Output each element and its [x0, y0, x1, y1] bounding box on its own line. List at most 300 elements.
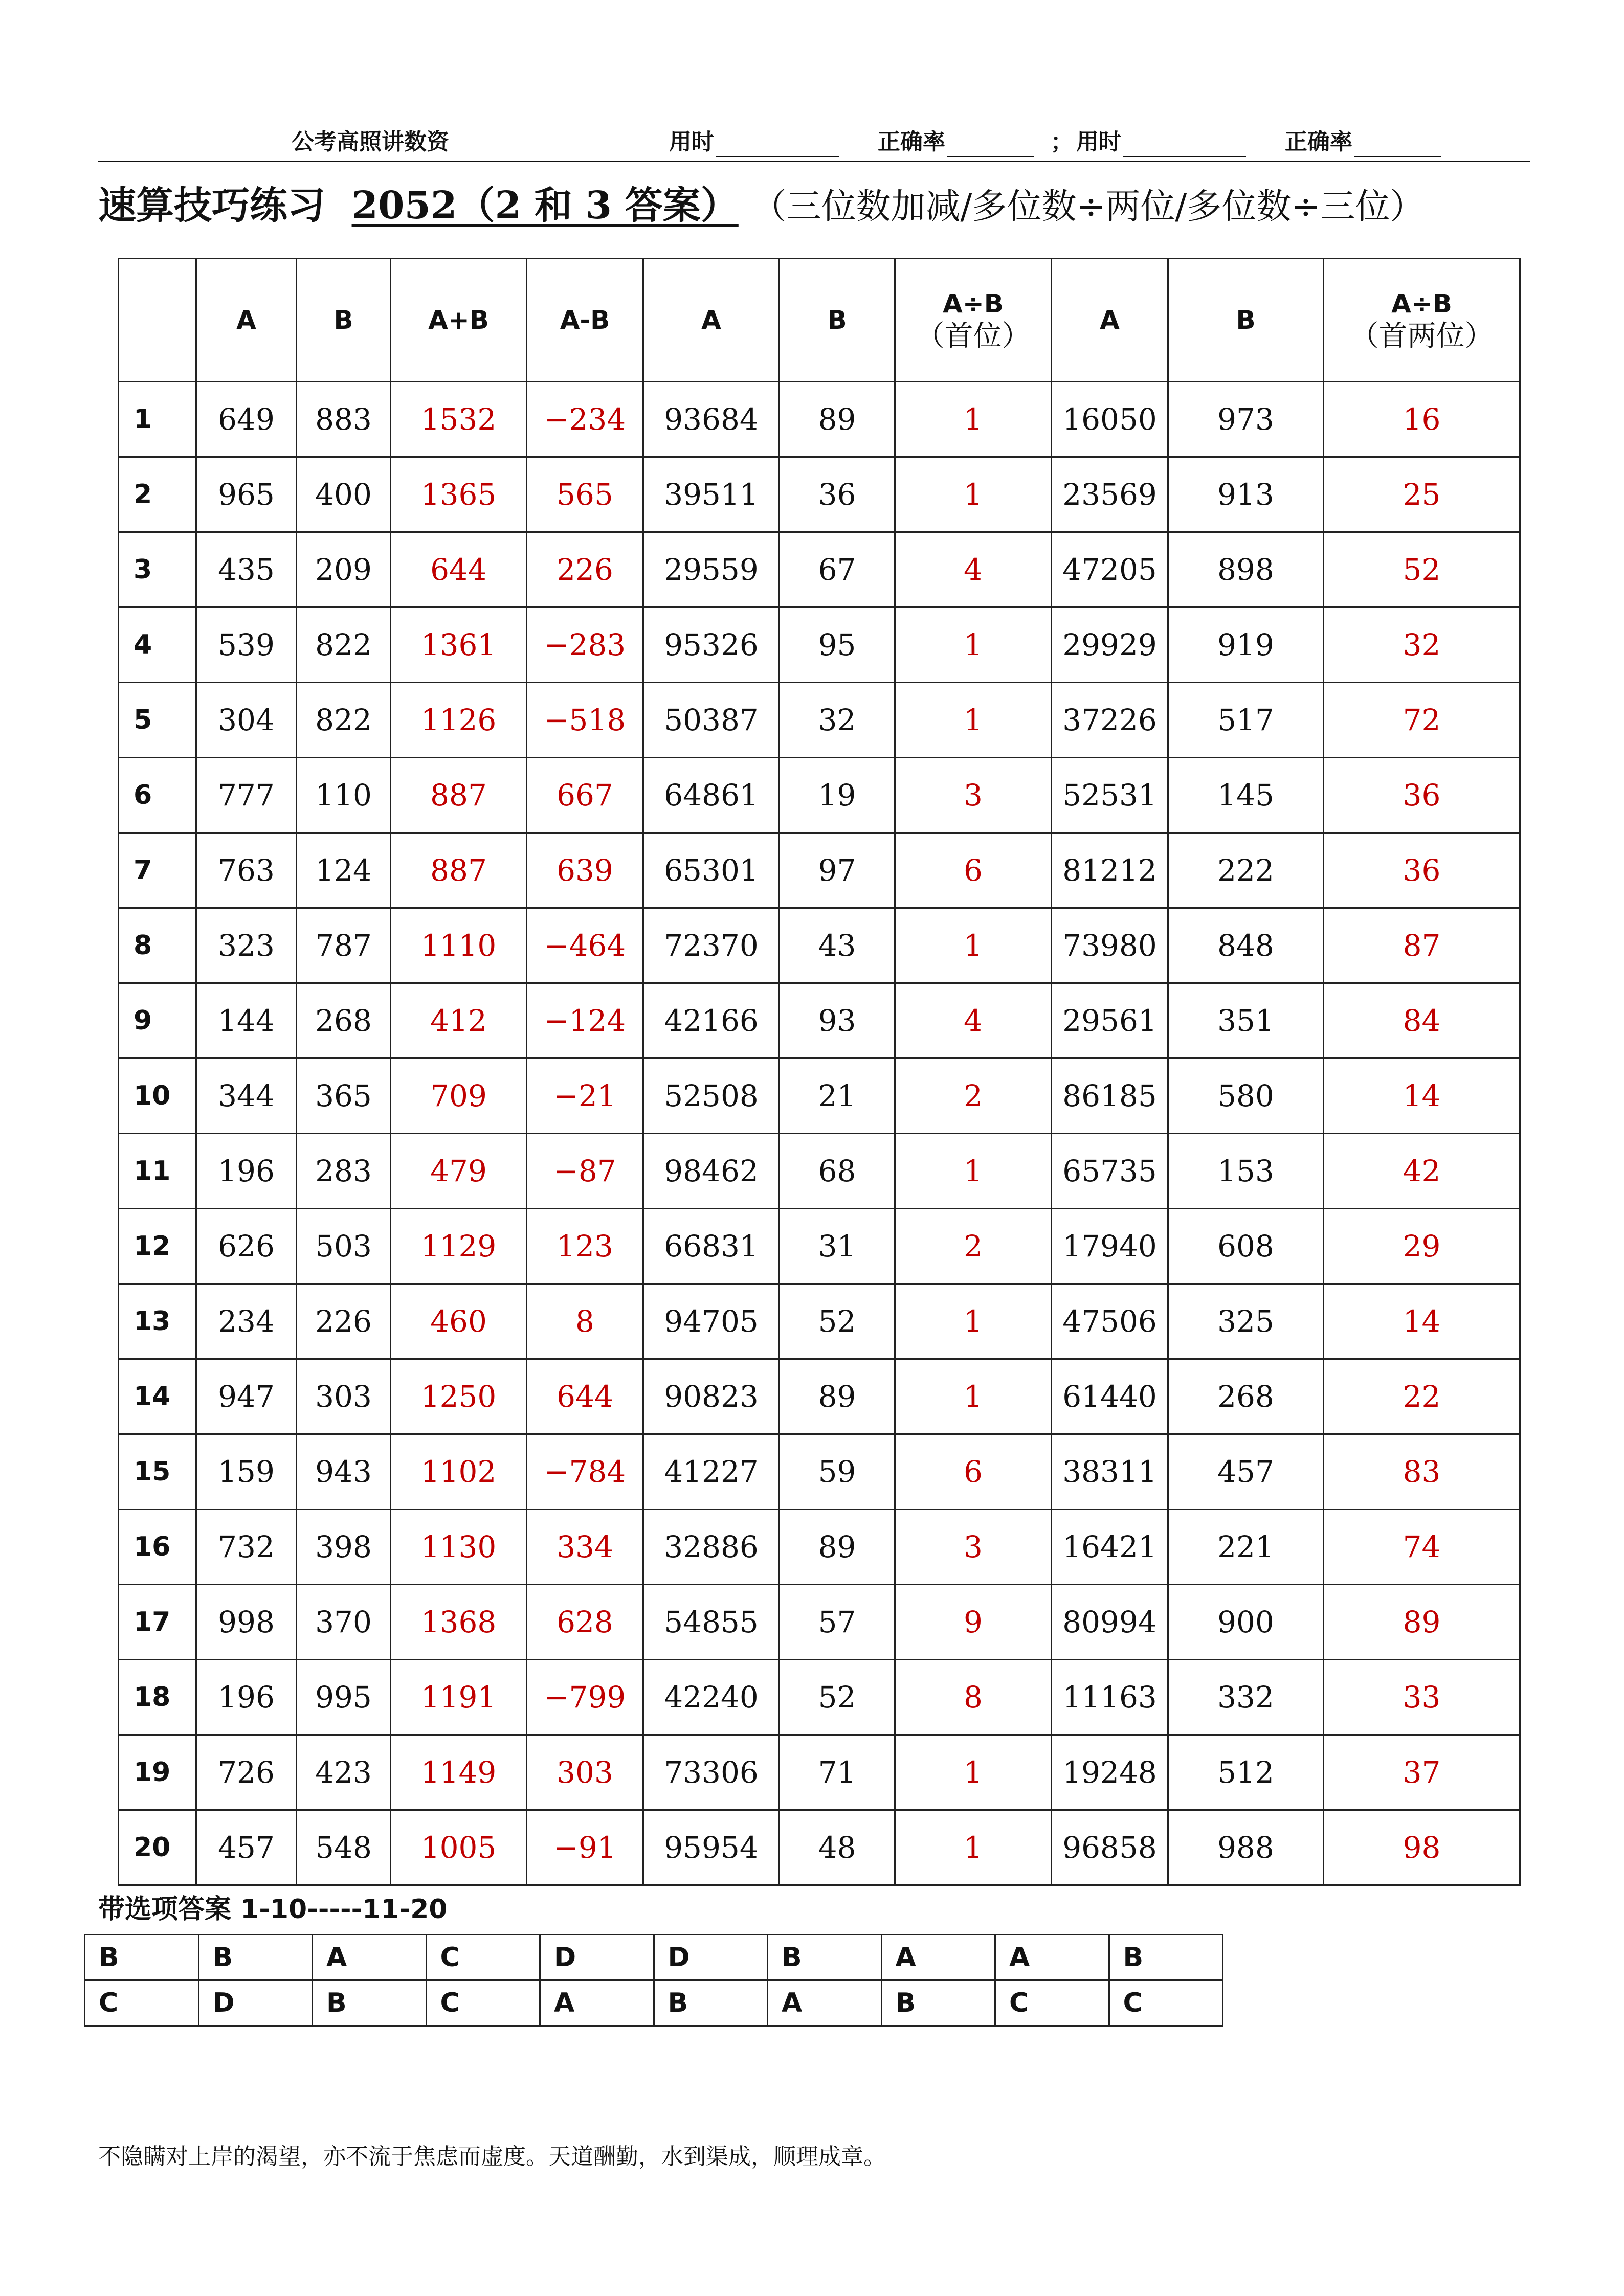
- table-row: [119, 607, 1520, 683]
- cell-b3: 512: [1168, 1735, 1324, 1810]
- cell-sum: 1368: [391, 1585, 527, 1660]
- cell-a1: 726: [196, 1735, 297, 1810]
- cell-b2: 31: [780, 1209, 895, 1284]
- cell-index: 12: [119, 1209, 196, 1284]
- cell-div2: 32: [1324, 607, 1520, 683]
- cell-div2: 72: [1324, 683, 1520, 758]
- cell-b1: 209: [297, 532, 391, 607]
- cell-sum: 644: [391, 532, 527, 607]
- cell-b1: 548: [297, 1810, 391, 1885]
- practice-table: [118, 258, 1521, 1886]
- cell-a3: 16421: [1052, 1510, 1168, 1585]
- option-cell: B: [313, 1980, 427, 2026]
- cell-a2: 73306: [643, 1735, 780, 1810]
- header-b2: B: [780, 259, 895, 382]
- table-row: [119, 532, 1520, 607]
- cell-diff: 628: [527, 1585, 643, 1660]
- options-row: [85, 1980, 1223, 2026]
- cell-index: 3: [119, 532, 196, 607]
- cell-index: 20: [119, 1810, 196, 1885]
- cell-b3: 900: [1168, 1585, 1324, 1660]
- cell-div2: 33: [1324, 1660, 1520, 1735]
- cell-a2: 93684: [643, 382, 780, 457]
- title-subtitle: （三位数加减/多位数÷两位/多位数÷三位）: [751, 187, 1425, 227]
- cell-b3: 517: [1168, 683, 1324, 758]
- cell-sum: 1102: [391, 1434, 527, 1510]
- cell-b2: 93: [780, 983, 895, 1059]
- table-row: [119, 457, 1520, 532]
- separator: ；: [1051, 129, 1073, 155]
- cell-div1: 2: [895, 1059, 1052, 1134]
- option-cell: C: [426, 1935, 540, 1980]
- cell-b3: 913: [1168, 457, 1324, 532]
- cell-sum: 887: [391, 833, 527, 908]
- option-cell: C: [426, 1980, 540, 2026]
- cell-a1: 457: [196, 1810, 297, 1885]
- cell-div2: 36: [1324, 758, 1520, 833]
- table-row: [119, 1585, 1520, 1660]
- cell-diff: 303: [527, 1735, 643, 1810]
- cell-a2: 90823: [643, 1359, 780, 1434]
- cell-b2: 89: [780, 382, 895, 457]
- cell-b2: 89: [780, 1359, 895, 1434]
- cell-a3: 17940: [1052, 1209, 1168, 1284]
- header-a3: A: [1052, 259, 1168, 382]
- cell-a2: 72370: [643, 908, 780, 983]
- cell-b3: 221: [1168, 1510, 1324, 1585]
- cell-b1: 110: [297, 758, 391, 833]
- cell-sum: 1130: [391, 1510, 527, 1585]
- cell-b3: 268: [1168, 1359, 1324, 1434]
- cell-b2: 21: [780, 1059, 895, 1134]
- cell-a2: 42166: [643, 983, 780, 1059]
- option-cell: B: [1109, 1935, 1223, 1980]
- cell-a1: 763: [196, 833, 297, 908]
- cell-diff: 8: [527, 1284, 643, 1359]
- cell-sum: 1110: [391, 908, 527, 983]
- header-sum: A+B: [391, 259, 527, 382]
- cell-diff: 667: [527, 758, 643, 833]
- cell-sum: 412: [391, 983, 527, 1059]
- options-title: 带选项答案 1-10-----11-20: [98, 1894, 448, 1925]
- cell-b3: 222: [1168, 833, 1324, 908]
- cell-b2: 67: [780, 532, 895, 607]
- cell-a2: 52508: [643, 1059, 780, 1134]
- cell-b3: 580: [1168, 1059, 1324, 1134]
- cell-diff: 123: [527, 1209, 643, 1284]
- option-cell: A: [313, 1935, 427, 1980]
- table-row: [119, 908, 1520, 983]
- header-a1: A: [196, 259, 297, 382]
- option-cell: C: [85, 1980, 199, 2026]
- cell-b3: 351: [1168, 983, 1324, 1059]
- cell-div2: 16: [1324, 382, 1520, 457]
- cell-b2: 36: [780, 457, 895, 532]
- cell-a1: 626: [196, 1209, 297, 1284]
- cell-b2: 95: [780, 607, 895, 683]
- header-b1: B: [297, 259, 391, 382]
- cell-sum: 709: [391, 1059, 527, 1134]
- cell-a3: 29929: [1052, 607, 1168, 683]
- cell-b3: 973: [1168, 382, 1324, 457]
- cell-diff: −91: [527, 1810, 643, 1885]
- cell-a3: 86185: [1052, 1059, 1168, 1134]
- cell-a1: 144: [196, 983, 297, 1059]
- cell-sum: 1149: [391, 1735, 527, 1810]
- time-field-1: [669, 127, 839, 157]
- cell-index: 10: [119, 1059, 196, 1134]
- cell-diff: 639: [527, 833, 643, 908]
- table-row: [119, 833, 1520, 908]
- cell-a3: 61440: [1052, 1359, 1168, 1434]
- cell-sum: 1532: [391, 382, 527, 457]
- cell-div1: 1: [895, 683, 1052, 758]
- header-divider: [98, 161, 1530, 162]
- cell-div2: 37: [1324, 1735, 1520, 1810]
- table-header-row: [119, 259, 1520, 382]
- cell-div2: 14: [1324, 1059, 1520, 1134]
- cell-div2: 52: [1324, 532, 1520, 607]
- table-row: [119, 983, 1520, 1059]
- cell-b2: 97: [780, 833, 895, 908]
- cell-div2: 84: [1324, 983, 1520, 1059]
- cell-b1: 400: [297, 457, 391, 532]
- cell-diff: 334: [527, 1510, 643, 1585]
- cell-div1: 1: [895, 382, 1052, 457]
- header-diff: A-B: [527, 259, 643, 382]
- option-cell: B: [198, 1935, 313, 1980]
- cell-div1: 2: [895, 1209, 1052, 1284]
- option-cell: B: [85, 1935, 199, 1980]
- header-div2-label: A÷B: [1391, 289, 1452, 319]
- cell-a2: 41227: [643, 1434, 780, 1510]
- cell-b3: 332: [1168, 1660, 1324, 1735]
- cell-a2: 39511: [643, 457, 780, 532]
- cell-div2: 98: [1324, 1810, 1520, 1885]
- cell-div1: 6: [895, 833, 1052, 908]
- cell-a3: 11163: [1052, 1660, 1168, 1735]
- cell-a3: 19248: [1052, 1735, 1168, 1810]
- option-cell: A: [995, 1935, 1109, 1980]
- cell-b1: 822: [297, 607, 391, 683]
- time-field-2: [1076, 127, 1246, 157]
- option-cell: A: [768, 1980, 882, 2026]
- options-table: [84, 1934, 1223, 2027]
- time-label-2: 用时: [1076, 129, 1121, 155]
- header-b3: B: [1168, 259, 1324, 382]
- cell-diff: 565: [527, 457, 643, 532]
- option-cell: C: [995, 1980, 1109, 2026]
- cell-a2: 32886: [643, 1510, 780, 1585]
- header-div1-label: A÷B: [943, 289, 1004, 319]
- cell-sum: 1191: [391, 1660, 527, 1735]
- cell-a3: 47205: [1052, 532, 1168, 607]
- cell-sum: 1126: [391, 683, 527, 758]
- cell-b2: 19: [780, 758, 895, 833]
- cell-a2: 64861: [643, 758, 780, 833]
- cell-div2: 14: [1324, 1284, 1520, 1359]
- cell-div1: 1: [895, 457, 1052, 532]
- cell-a1: 649: [196, 382, 297, 457]
- org-name: 公考高照讲数资: [292, 129, 449, 155]
- cell-div1: 1: [895, 1134, 1052, 1209]
- cell-a1: 304: [196, 683, 297, 758]
- table-row: [119, 1134, 1520, 1209]
- cell-b1: 503: [297, 1209, 391, 1284]
- cell-div2: 89: [1324, 1585, 1520, 1660]
- cell-div1: 1: [895, 1735, 1052, 1810]
- option-cell: B: [654, 1980, 768, 2026]
- cell-a3: 23569: [1052, 457, 1168, 532]
- cell-a1: 323: [196, 908, 297, 983]
- cell-b2: 89: [780, 1510, 895, 1585]
- table-row: [119, 382, 1520, 457]
- cell-diff: −21: [527, 1059, 643, 1134]
- cell-diff: −283: [527, 607, 643, 683]
- cell-a3: 29561: [1052, 983, 1168, 1059]
- cell-index: 9: [119, 983, 196, 1059]
- table-row: [119, 1059, 1520, 1134]
- time-label-1: 用时: [669, 129, 714, 155]
- cell-b3: 848: [1168, 908, 1324, 983]
- cell-a2: 94705: [643, 1284, 780, 1359]
- accuracy-label-2: 正确率: [1285, 129, 1352, 155]
- cell-div1: 4: [895, 983, 1052, 1059]
- cell-a2: 29559: [643, 532, 780, 607]
- cell-sum: 1129: [391, 1209, 527, 1284]
- cell-diff: −784: [527, 1434, 643, 1510]
- cell-diff: −464: [527, 908, 643, 983]
- table-row: [119, 1510, 1520, 1585]
- header-div1: [895, 259, 1052, 382]
- cell-b1: 268: [297, 983, 391, 1059]
- cell-b1: 303: [297, 1359, 391, 1434]
- table-row: [119, 1284, 1520, 1359]
- cell-sum: 479: [391, 1134, 527, 1209]
- option-cell: B: [881, 1980, 995, 2026]
- cell-b1: 226: [297, 1284, 391, 1359]
- time-blank-2[interactable]: [1123, 134, 1246, 157]
- option-cell: D: [198, 1980, 313, 2026]
- option-cell: A: [540, 1980, 654, 2026]
- option-cell: A: [881, 1935, 995, 1980]
- cell-b1: 423: [297, 1735, 391, 1810]
- cell-div1: 1: [895, 1359, 1052, 1434]
- cell-a3: 52531: [1052, 758, 1168, 833]
- title-number: 2052（2 和 3 答案）: [351, 184, 739, 228]
- cell-a3: 38311: [1052, 1434, 1168, 1510]
- cell-div1: 3: [895, 1510, 1052, 1585]
- cell-b2: 52: [780, 1660, 895, 1735]
- header-line: [98, 127, 1519, 174]
- cell-b2: 43: [780, 908, 895, 983]
- cell-b2: 68: [780, 1134, 895, 1209]
- cell-index: 17: [119, 1585, 196, 1660]
- cell-a1: 947: [196, 1359, 297, 1434]
- cell-b1: 995: [297, 1660, 391, 1735]
- cell-diff: −234: [527, 382, 643, 457]
- cell-b2: 52: [780, 1284, 895, 1359]
- cell-b2: 57: [780, 1585, 895, 1660]
- cell-index: 16: [119, 1510, 196, 1585]
- cell-div1: 1: [895, 1810, 1052, 1885]
- title-main: 速算技巧练习: [98, 184, 325, 228]
- header-index: [119, 259, 196, 382]
- cell-a1: 344: [196, 1059, 297, 1134]
- option-cell: B: [768, 1935, 882, 1980]
- option-cell: D: [654, 1935, 768, 1980]
- cell-b1: 283: [297, 1134, 391, 1209]
- cell-a2: 95954: [643, 1810, 780, 1885]
- cell-div1: 9: [895, 1585, 1052, 1660]
- cell-b2: 71: [780, 1735, 895, 1810]
- header-div2: [1324, 259, 1520, 382]
- cell-div2: 36: [1324, 833, 1520, 908]
- cell-sum: 1365: [391, 457, 527, 532]
- cell-index: 8: [119, 908, 196, 983]
- cell-a1: 196: [196, 1660, 297, 1735]
- cell-b3: 153: [1168, 1134, 1324, 1209]
- cell-index: 1: [119, 382, 196, 457]
- cell-div1: 6: [895, 1434, 1052, 1510]
- cell-a3: 65735: [1052, 1134, 1168, 1209]
- cell-a3: 73980: [1052, 908, 1168, 983]
- cell-index: 5: [119, 683, 196, 758]
- table-row: [119, 1735, 1520, 1810]
- cell-b1: 883: [297, 382, 391, 457]
- cell-div1: 1: [895, 607, 1052, 683]
- cell-div2: 87: [1324, 908, 1520, 983]
- page-title: [98, 177, 1425, 234]
- cell-a2: 65301: [643, 833, 780, 908]
- cell-diff: 226: [527, 532, 643, 607]
- cell-a1: 732: [196, 1510, 297, 1585]
- cell-b3: 325: [1168, 1284, 1324, 1359]
- accuracy-field-2: [1285, 127, 1441, 157]
- cell-sum: 887: [391, 758, 527, 833]
- cell-div2: 29: [1324, 1209, 1520, 1284]
- cell-diff: −87: [527, 1134, 643, 1209]
- cell-sum: 1005: [391, 1810, 527, 1885]
- table-row: [119, 1359, 1520, 1434]
- cell-diff: −799: [527, 1660, 643, 1735]
- cell-b3: 145: [1168, 758, 1324, 833]
- cell-b2: 48: [780, 1810, 895, 1885]
- cell-a2: 95326: [643, 607, 780, 683]
- option-cell: D: [540, 1935, 654, 1980]
- cell-a1: 196: [196, 1134, 297, 1209]
- cell-diff: −124: [527, 983, 643, 1059]
- cell-b1: 370: [297, 1585, 391, 1660]
- cell-index: 14: [119, 1359, 196, 1434]
- cell-index: 19: [119, 1735, 196, 1810]
- cell-div1: 8: [895, 1660, 1052, 1735]
- time-blank-1[interactable]: [716, 134, 839, 157]
- cell-b1: 365: [297, 1059, 391, 1134]
- cell-a2: 42240: [643, 1660, 780, 1735]
- cell-b3: 988: [1168, 1810, 1324, 1885]
- cell-b3: 457: [1168, 1434, 1324, 1510]
- cell-index: 7: [119, 833, 196, 908]
- cell-a1: 998: [196, 1585, 297, 1660]
- cell-b3: 608: [1168, 1209, 1324, 1284]
- header-div2-note: （首两位）: [1350, 320, 1494, 353]
- table-row: [119, 758, 1520, 833]
- cell-div1: 4: [895, 532, 1052, 607]
- cell-index: 6: [119, 758, 196, 833]
- table-row: [119, 683, 1520, 758]
- cell-a1: 777: [196, 758, 297, 833]
- accuracy-label-1: 正确率: [878, 129, 945, 155]
- cell-sum: 1361: [391, 607, 527, 683]
- header-a2: A: [643, 259, 780, 382]
- cell-a2: 98462: [643, 1134, 780, 1209]
- accuracy-blank-2[interactable]: [1354, 134, 1441, 157]
- cell-div2: 83: [1324, 1434, 1520, 1510]
- cell-a3: 96858: [1052, 1810, 1168, 1885]
- cell-index: 2: [119, 457, 196, 532]
- cell-div1: 1: [895, 1284, 1052, 1359]
- cell-a1: 539: [196, 607, 297, 683]
- cell-a3: 37226: [1052, 683, 1168, 758]
- table-row: [119, 1209, 1520, 1284]
- cell-div2: 22: [1324, 1359, 1520, 1434]
- cell-a3: 16050: [1052, 382, 1168, 457]
- cell-a2: 54855: [643, 1585, 780, 1660]
- cell-div2: 42: [1324, 1134, 1520, 1209]
- motto: 不隐瞒对上岸的渴望，亦不流于焦虑而虚度。天道酬勤，水到渠成，顺理成章。: [98, 2144, 886, 2170]
- cell-diff: −518: [527, 683, 643, 758]
- cell-index: 15: [119, 1434, 196, 1510]
- cell-div1: 3: [895, 758, 1052, 833]
- cell-div1: 1: [895, 908, 1052, 983]
- cell-diff: 644: [527, 1359, 643, 1434]
- cell-sum: 460: [391, 1284, 527, 1359]
- cell-a1: 159: [196, 1434, 297, 1510]
- cell-index: 13: [119, 1284, 196, 1359]
- cell-index: 18: [119, 1660, 196, 1735]
- cell-a3: 81212: [1052, 833, 1168, 908]
- cell-a3: 47506: [1052, 1284, 1168, 1359]
- cell-a1: 234: [196, 1284, 297, 1359]
- cell-b1: 398: [297, 1510, 391, 1585]
- options-row: [85, 1935, 1223, 1980]
- cell-b1: 787: [297, 908, 391, 983]
- option-cell: C: [1109, 1980, 1223, 2026]
- cell-div2: 25: [1324, 457, 1520, 532]
- cell-a1: 965: [196, 457, 297, 532]
- cell-b1: 124: [297, 833, 391, 908]
- cell-b3: 898: [1168, 532, 1324, 607]
- cell-a3: 80994: [1052, 1585, 1168, 1660]
- header-div1-note: （首位）: [916, 320, 1031, 353]
- table-row: [119, 1434, 1520, 1510]
- cell-index: 11: [119, 1134, 196, 1209]
- accuracy-field-1: [878, 127, 1034, 157]
- table-row: [119, 1660, 1520, 1735]
- cell-index: 4: [119, 607, 196, 683]
- cell-a2: 66831: [643, 1209, 780, 1284]
- table-row: [119, 1810, 1520, 1885]
- cell-a2: 50387: [643, 683, 780, 758]
- cell-b1: 943: [297, 1434, 391, 1510]
- cell-div2: 74: [1324, 1510, 1520, 1585]
- accuracy-blank-1[interactable]: [947, 134, 1034, 157]
- cell-b2: 59: [780, 1434, 895, 1510]
- cell-b2: 32: [780, 683, 895, 758]
- cell-b1: 822: [297, 683, 391, 758]
- cell-sum: 1250: [391, 1359, 527, 1434]
